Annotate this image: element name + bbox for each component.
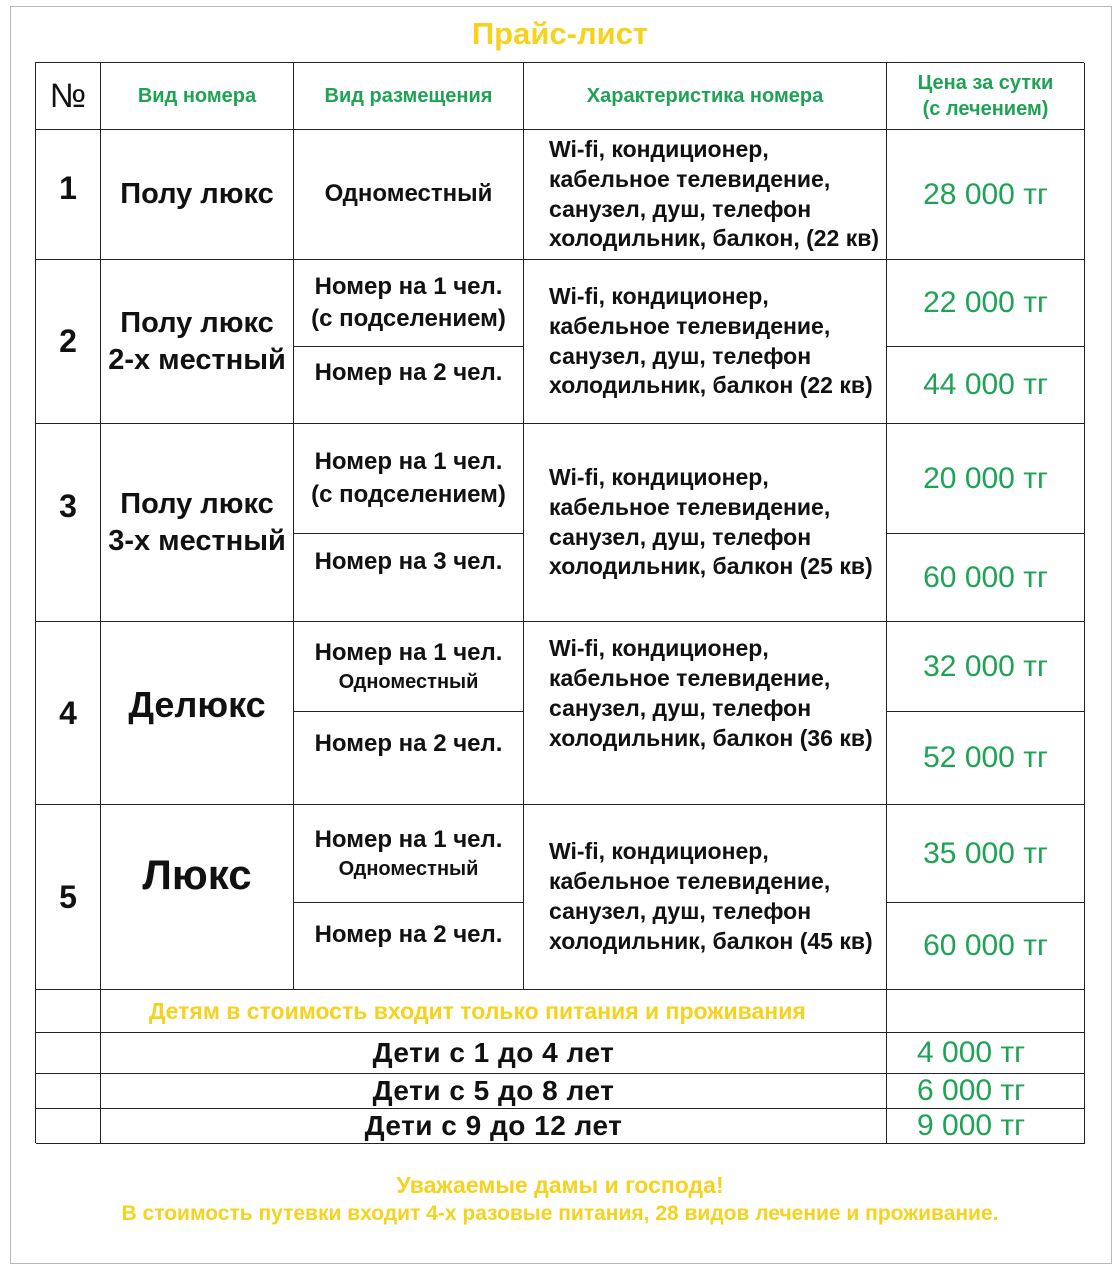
- feature-line: кабельное телевидение,: [549, 493, 831, 520]
- accommodation-option: [294, 347, 524, 424]
- room-features: [524, 260, 887, 424]
- accommodation-option: [294, 130, 524, 260]
- children-price: 4 000 тг: [887, 1033, 1085, 1074]
- feature-line: холодильник, балкон (25 кв): [549, 553, 873, 580]
- feature-line: Wi-fi, кондиционер,: [549, 282, 769, 309]
- accommodation-line1: Номер на 1 чел.: [314, 638, 503, 666]
- row-num: 3: [36, 424, 101, 622]
- children-age-label: Дети с 9 до 12 лет: [101, 1109, 887, 1144]
- accommodation-line2: Одноместный: [338, 858, 479, 881]
- feature-line: холодильник, балкон (36 кв): [549, 724, 873, 751]
- room-type-line: 3-х местный: [108, 524, 286, 557]
- accommodation-line2: Одноместный: [338, 671, 479, 694]
- feature-line: санузел, душ, телефон: [549, 195, 812, 222]
- feature-line: Wi-fi, кондиционер,: [549, 635, 769, 661]
- empty-cell: [36, 1033, 101, 1074]
- feature-line: Wi-fi, кондиционер,: [549, 463, 769, 490]
- accommodation-option: [294, 622, 524, 712]
- row-num: 4: [36, 622, 101, 805]
- accommodation-line1: Номер на 3 чел.: [314, 548, 503, 575]
- room-features: [524, 424, 887, 622]
- price-value: 60 000 тг: [887, 534, 1085, 622]
- row-num: 5: [36, 805, 101, 990]
- room-type: Полу люкс: [101, 130, 294, 260]
- room-type: [101, 260, 294, 424]
- feature-line: санузел, душ, телефон: [549, 523, 812, 550]
- feature-line: санузел, душ, телефон: [549, 898, 812, 924]
- page-title: Прайс-лист: [471, 16, 649, 51]
- footer-note: В стоимость путевки входит 4-х разовые питания, 28 видов лечение и проживание.: [121, 1202, 999, 1225]
- accommodation-line1: Номер на 2 чел.: [314, 730, 503, 757]
- room-features: [524, 622, 887, 805]
- room-type: [101, 424, 294, 622]
- empty-cell: [36, 1109, 101, 1144]
- feature-line: кабельное телевидение,: [549, 312, 831, 339]
- room-features: [524, 805, 887, 990]
- empty-cell: [36, 1074, 101, 1109]
- empty-cell: [36, 990, 101, 1033]
- accommodation-line1: Номер на 2 чел.: [314, 921, 503, 948]
- room-type-line: Полу люкс: [120, 307, 274, 340]
- feature-line: санузел, душ, телефон: [549, 694, 812, 721]
- price-value: 28 000 тг: [887, 130, 1085, 260]
- children-price: 9 000 тг: [887, 1109, 1085, 1144]
- accommodation-line1: Номер на 1 чел.: [314, 825, 503, 853]
- room-type-line: 2-х местный: [108, 343, 286, 376]
- price-value: 60 000 тг: [887, 903, 1085, 990]
- room-type: Люкс: [101, 805, 294, 990]
- header-room-type: Вид номера: [101, 63, 294, 130]
- header-features: Характеристика номера: [524, 63, 887, 130]
- row-num: 1: [36, 130, 101, 260]
- empty-cell: [887, 990, 1085, 1033]
- feature-line: холодильник, балкон (22 кв): [549, 372, 873, 399]
- feature-line: кабельное телевидение,: [549, 664, 831, 691]
- header-price-line2: (с лечением): [922, 98, 1049, 120]
- feature-line: Wi-fi, кондиционер,: [549, 838, 769, 865]
- accommodation-option: [294, 903, 524, 990]
- accommodation-line1: Номер на 2 чел.: [314, 359, 503, 386]
- accommodation-option: [294, 712, 524, 805]
- price-value: 32 000 тг: [887, 622, 1085, 712]
- price-value: 52 000 тг: [887, 712, 1085, 805]
- header-price: [887, 63, 1085, 130]
- accommodation-option: [294, 260, 524, 347]
- accommodation-line1: Номер на 1 чел.: [314, 272, 503, 300]
- room-type: Делюкс: [101, 622, 294, 805]
- price-value: 20 000 тг: [887, 424, 1085, 534]
- row-num: 2: [36, 260, 101, 424]
- children-price: 6 000 тг: [887, 1074, 1085, 1109]
- accommodation-option: [294, 534, 524, 622]
- room-features: [524, 130, 887, 260]
- accommodation-option: [294, 805, 524, 903]
- price-table: [35, 62, 1084, 1143]
- accommodation-line1: Одноместный: [324, 180, 493, 208]
- feature-line: холодильник, балкон (45 кв): [549, 927, 873, 954]
- feature-line: Wi-fi, кондиционер,: [549, 135, 769, 162]
- header-accommodation: Вид размещения: [294, 63, 524, 130]
- price-value: 22 000 тг: [887, 260, 1085, 347]
- accommodation-option: [294, 424, 524, 534]
- children-age-label: Дети с 1 до 4 лет: [101, 1033, 887, 1074]
- footer-greeting: Уважаемые дамы и господа!: [396, 1172, 724, 1198]
- feature-line: санузел, душ, телефон: [549, 342, 812, 369]
- room-type-line: Полу люкс: [120, 488, 274, 521]
- feature-line: кабельное телевидение,: [549, 165, 831, 192]
- children-notice: Детям в стоимость входит только питания и проживания: [101, 990, 887, 1033]
- accommodation-line2: (с подселением): [311, 305, 506, 332]
- price-value: 35 000 тг: [887, 805, 1085, 903]
- accommodation-line2: (с подселением): [311, 480, 506, 508]
- accommodation-line1: Номер на 1 чел.: [314, 448, 503, 476]
- header-num: №: [36, 63, 101, 130]
- price-value: 44 000 тг: [887, 347, 1085, 424]
- feature-line: холодильник, балкон, (22 кв): [549, 225, 880, 252]
- feature-line: кабельное телевидение,: [549, 868, 831, 895]
- children-age-label: Дети с 5 до 8 лет: [101, 1074, 887, 1109]
- header-price-line1: Цена за сутки: [917, 72, 1054, 94]
